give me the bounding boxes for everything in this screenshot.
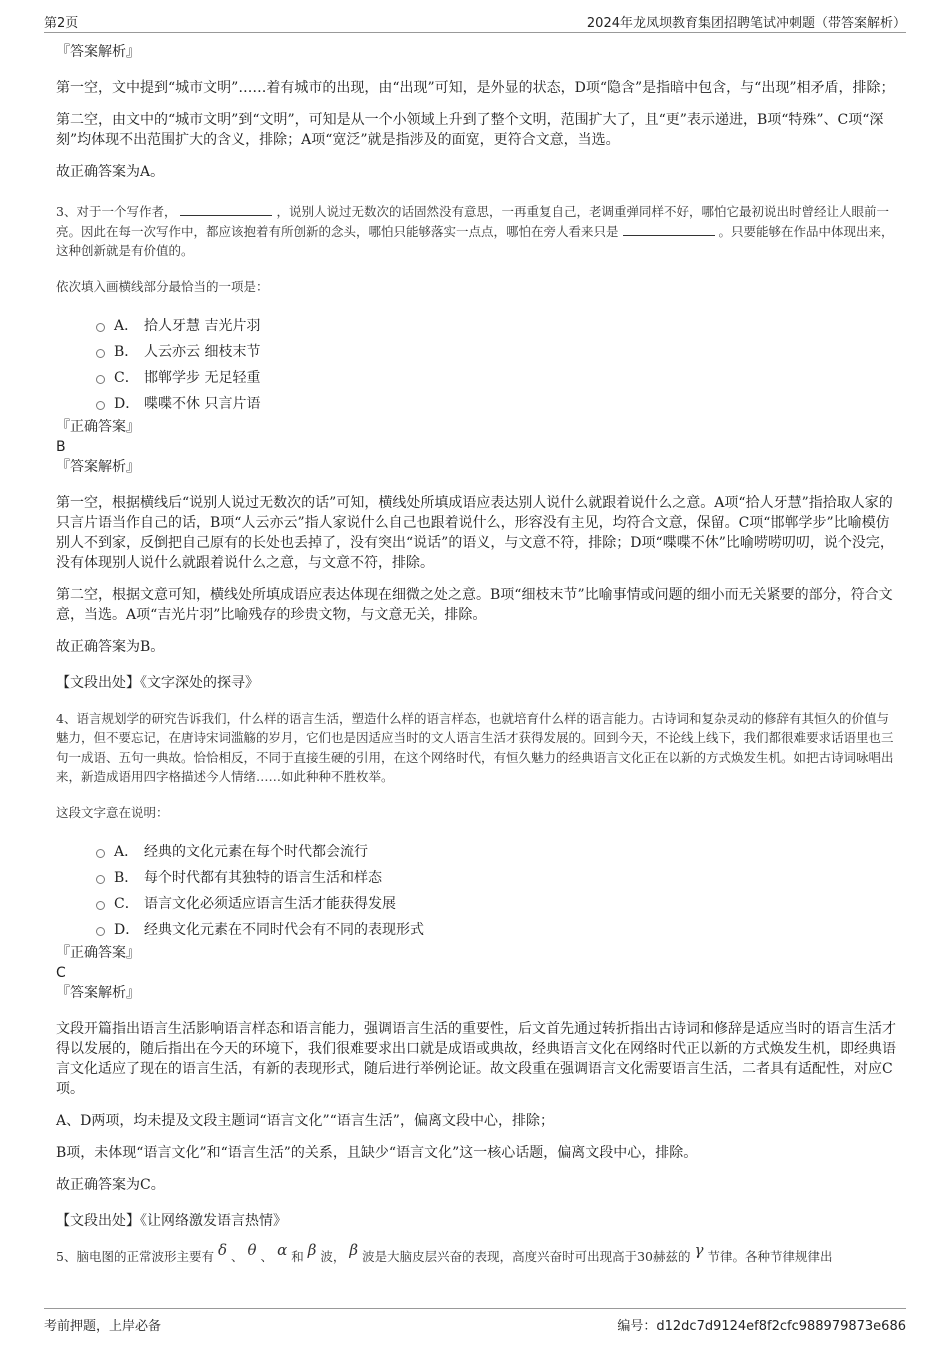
document-title: 2024年龙凤坝教育集团招聘笔试冲刺题（带答案解析） [586, 16, 906, 31]
page-footer [44, 1308, 906, 1335]
option-d[interactable]: D． 喋喋不休 只言片语 [96, 391, 896, 417]
question-prompt: 依次填入画横线部分最恰当的一项是： [56, 278, 269, 294]
question-3-options [56, 313, 896, 417]
analysis-label: 『答案解析』 [56, 44, 140, 60]
beta-symbol: β [307, 1240, 317, 1259]
analysis-paragraph: 第一空，文中提到“城市文明”……着有城市的出现，由“出现”可知，是外显的状态，D项“隐含”是指暗中包含，与“出现”相矛盾，排除； [56, 80, 895, 96]
analysis-paragraph: A、D两项，均未提及文段主题词“语言文化”“语言生活”，偏离文段中心，排除； [56, 1112, 554, 1129]
analysis-paragraph: 第二空，由文中的“城市文明”到“文明”，可知是从一个小领域上升到了整个文明，范围扩大了，且“更”表示递进，B项“特殊”、C项“深刻”均体现不出范围扩大的含义，排除；A项“宽泛”就是指涉及的面宽，更符合文意，当选。 [56, 112, 884, 148]
analysis-label: 『答案解析』 [56, 458, 140, 475]
question-5-text: 5、脑电图的正常波形主要有 δ 、 θ 、 α 和 β 波， β 波是大脑皮层兴奋的表现，高度兴奋时可出现高于30赫兹的 γ 节律。各种节律规律出 [56, 1240, 833, 1264]
option-a[interactable]: A． 经典的文化元素在每个时代都会流行 [96, 839, 896, 865]
correct-answer-label: 『正确答案』 [56, 418, 140, 435]
radio-icon[interactable] [96, 901, 105, 910]
option-c[interactable]: C． 语言文化必须适应语言生活才能获得发展 [96, 891, 896, 917]
correct-answer: C [56, 964, 66, 981]
footer-slogan: 考前押题，上岸必备 [44, 1319, 162, 1334]
question-4-text: 4、语言规划学的研究告诉我们，什么样的语言生活，塑造什么样的语言样态，也就培育什么样的语言能力。古诗词和复杂灵动的修辞有其恒久的价值与魅力，但不要忘记，在唐诗宋词滥觞的岁月，它们也是因适应当时的文人语言生活才获得发展的。回到今天，不论线上线下，我们都很难要求话语里也三句一成语、五句一典故。恰恰相反，不同于直接生硬的引用，在这个网络时代，有恒久魅力的经典语言文化正在以新的方式焕发生机。如把古诗词咏唱出来，新造成语用四字格描述今人情绪……如此种种不胜枚举。 [56, 710, 894, 784]
page-number: 第2页 [44, 16, 79, 31]
source-citation: 【文段出处】《让网络激发语言热情》 [56, 1212, 287, 1229]
analysis-paragraph: 第二空，根据文意可知，横线处所填成语应表达体现在细微之处之意。B项“细枝末节”比喻事情或问题的细小而无关紧要的部分，符合文意，当选。A项“吉光片羽”比喻残存的珍贵文物，与文意无关，排除。 [56, 586, 893, 623]
question-prompt: 这段文字意在说明： [56, 804, 169, 820]
radio-icon[interactable] [96, 849, 105, 858]
conclusion: 故正确答案为A。 [56, 164, 165, 180]
question-3-text: 3、对于一个写作者， ，说别人说过无数次的话固然没有意思，一再重复自己，老调重弹同样不好，哪怕它最初说出时曾经让人眼前一亮。因此在每一次写作中，都应该抱着有所创新的念头，哪怕只能够落实一点点，哪怕在旁人看来只是 。只要能够在作品中体现出来，这种创新就是有价值的。 [56, 204, 894, 258]
source-citation: 【文段出处】《文字深处的探寻》 [56, 674, 259, 691]
alpha-symbol: α [277, 1240, 288, 1259]
option-a[interactable]: A． 拾人牙慧 吉光片羽 [96, 313, 896, 339]
conclusion: 故正确答案为C。 [56, 1176, 165, 1193]
correct-answer: B [56, 438, 66, 455]
analysis-paragraph: 文段开篇指出语言生活影响语言样态和语言能力，强调语言生活的重要性，后文首先通过转折指出古诗词和修辞是适应当时的语言生活才得以发展的，随后指出在今天的环境下，我们很难要求出口就是成语或典故，经典语言文化在网络时代正以新的方式焕发生机，即经典语言文化适应了现在的语言生活，有新的表现形式，随后进行举例论证。故文段重在强调语言文化需要语言生活，二者具有适配性，对应C项。 [56, 1020, 896, 1097]
option-b[interactable]: B． 人云亦云 细枝末节 [96, 339, 896, 365]
question-4-options [56, 839, 896, 943]
option-c[interactable]: C． 邯郸学步 无足轻重 [96, 365, 896, 391]
radio-icon[interactable] [96, 349, 105, 358]
radio-icon[interactable] [96, 401, 105, 410]
gamma-symbol: γ [694, 1240, 704, 1259]
option-b[interactable]: B． 每个时代都有其独特的语言生活和样态 [96, 865, 896, 891]
radio-icon[interactable] [96, 375, 105, 384]
theta-symbol: θ [247, 1240, 257, 1259]
delta-symbol: δ [217, 1240, 227, 1259]
analysis-paragraph: B项，未体现“语言文化”和“语言生活”的关系，且缺少“语言文化”这一核心话题，偏离文段中心，排除。 [56, 1144, 698, 1161]
page-header [44, 12, 906, 33]
fill-blank-2 [623, 223, 715, 236]
option-d[interactable]: D． 经典文化元素在不同时代会有不同的表现形式 [96, 917, 896, 943]
page-content [56, 42, 896, 1266]
conclusion: 故正确答案为B。 [56, 638, 165, 655]
radio-icon[interactable] [96, 323, 105, 332]
analysis-label: 『答案解析』 [56, 984, 140, 1001]
document-id: 编号：d12dc7d9124ef8f2cfc988979873e686 [617, 1319, 906, 1334]
radio-icon[interactable] [96, 927, 105, 936]
beta-symbol: β [349, 1240, 359, 1259]
radio-icon[interactable] [96, 875, 105, 884]
correct-answer-label: 『正确答案』 [56, 944, 140, 961]
analysis-paragraph: 第一空，根据横线后“说别人说过无数次的话”可知，横线处所填成语应表达别人说什么就跟着说什么之意。A项“拾人牙慧”指拾取人家的只言片语当作自己的话，B项“人云亦云”指人家说什么自己也跟着说什么，形容没有主见，均符合文意，保留。C项“邯郸学步”比喻模仿别人不到家，反倒把自己原有的长处也丢掉了，没有突出“说话”的语义，与文意不符，排除；D项“喋喋不休”比喻唠唠叨叨，说个没完，没有体现别人说什么就跟着说什么之意，与文意不符，排除。 [56, 494, 894, 571]
fill-blank-1 [180, 203, 272, 216]
